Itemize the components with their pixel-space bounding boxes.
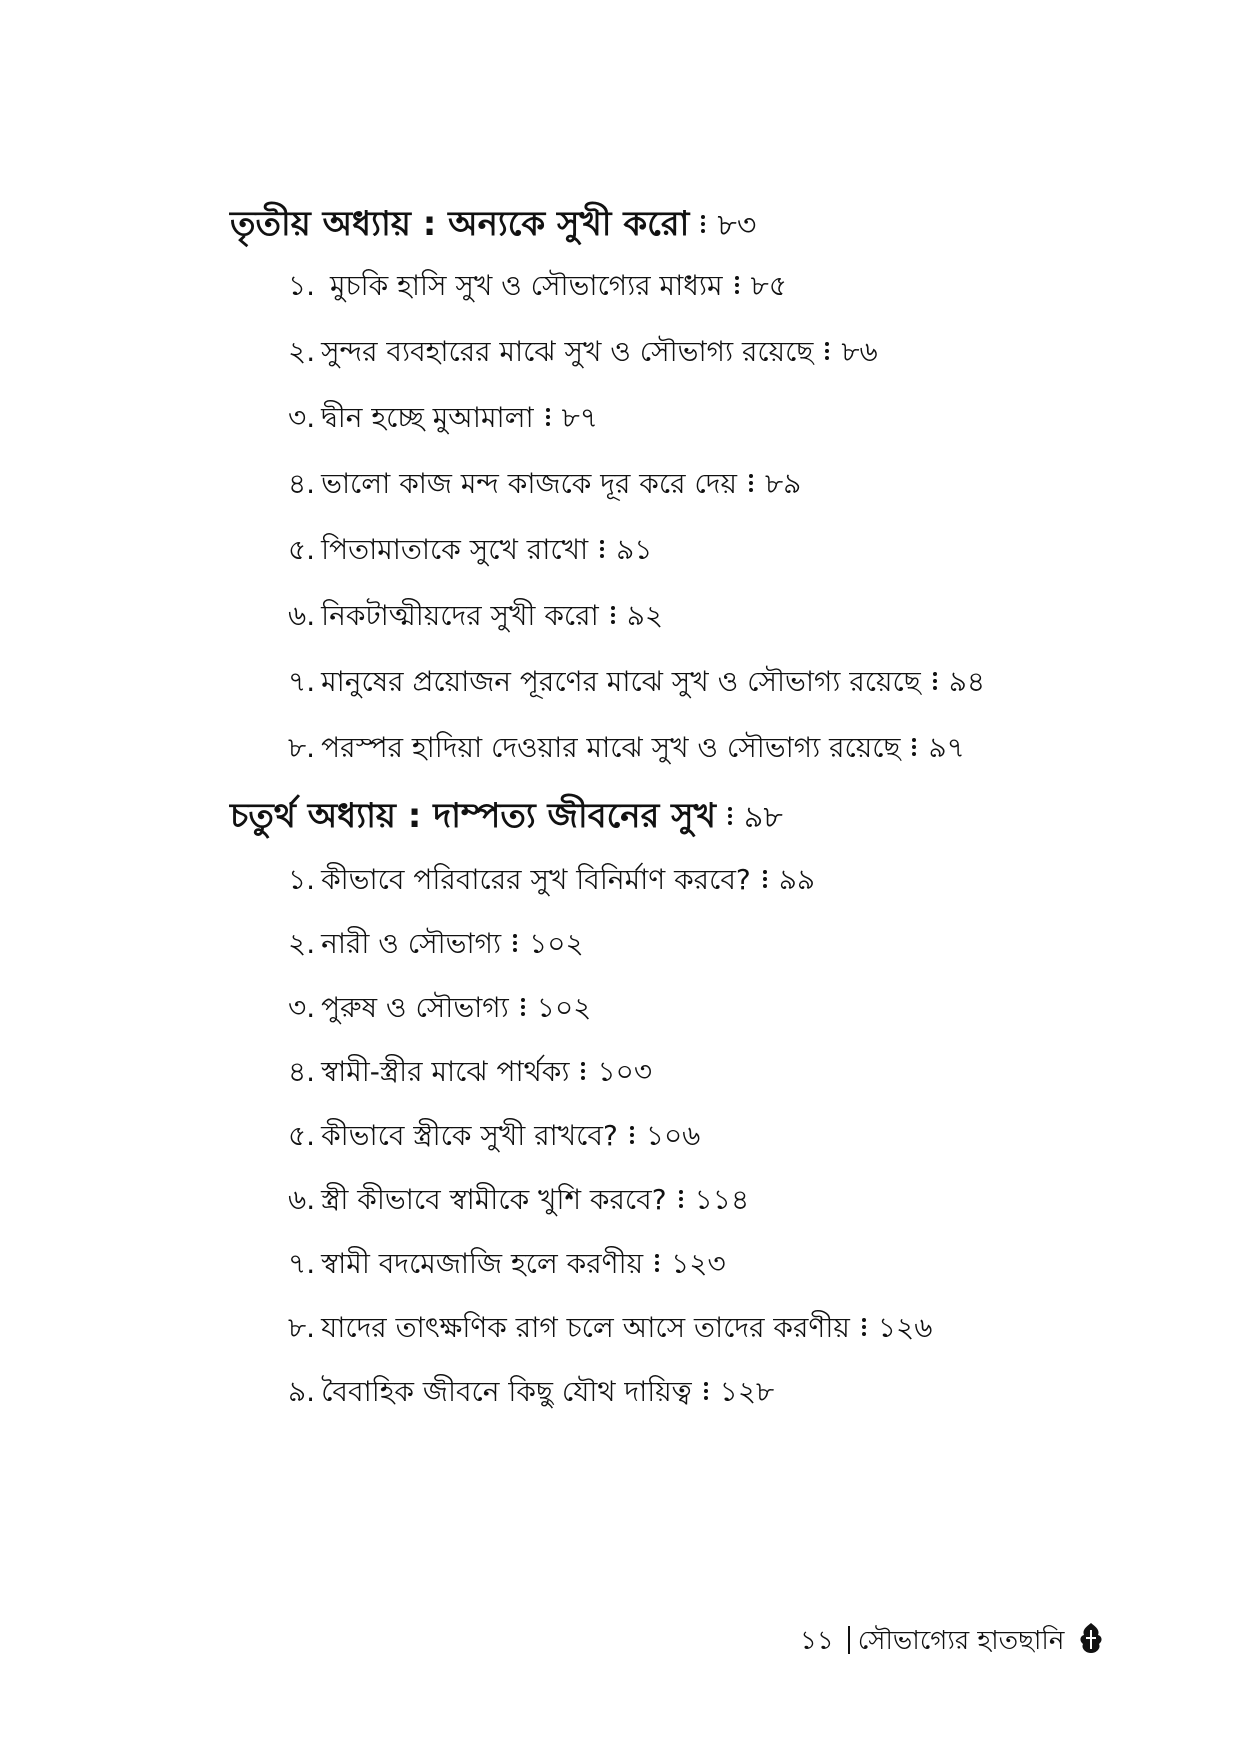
dotted-separator-icon [763,867,769,891]
entry-number: ৬. [288,599,316,632]
dotted-separator-icon [749,471,755,495]
dotted-separator-icon [546,405,552,429]
toc-entry[interactable] [288,662,985,702]
page-footer [800,1618,1140,1664]
entry-number: ৩. [288,991,316,1024]
entry-page-number: ১১৪ [694,1183,750,1216]
footer-page-number: ১১ [800,1626,834,1656]
entry-page-number: ১০৬ [645,1119,701,1152]
entry-page-number: ১২৬ [877,1311,933,1344]
entry-number: ৫. [288,1119,316,1152]
entry-page-number: ৯৪ [948,665,986,698]
entry-page-number: ৮৫ [750,269,787,302]
entry-title: বৈবাহিক জীবনে কিছু যৌথ দায়িত্ব [321,1375,692,1408]
dotted-separator-icon [611,603,617,627]
entry-title: কীভাবে স্ত্রীকে সুখী রাখবে? [321,1119,618,1152]
toc-entry[interactable] [288,530,652,570]
entry-number: ৪. [288,1055,316,1088]
entry-page-number: ৮৬ [841,335,878,368]
entry-title: স্বামী বদমেজাজি হলে করণীয় [321,1247,644,1280]
entry-title: পুরুষ ও সৌভাগ্য [321,991,509,1024]
ornament-icon [1078,1621,1104,1655]
chapter-heading[interactable] [230,202,756,248]
entry-title: মুচকি হাসি সুখ ও সৌভাগ্যের মাধ্যম [321,269,723,302]
entry-title: মানুষের প্রয়োজন পূরণের মাঝে সুখ ও সৌভাগ্য রয়েছে [321,665,921,698]
entry-title: স্বামী-স্ত্রীর মাঝে পার্থক্য [321,1055,570,1088]
toc-entry[interactable] [288,398,598,438]
entry-page-number: ৮৯ [765,467,802,500]
entry-page-number: ৯১ [616,533,653,566]
entry-title: নিকটাত্মীয়দের সুখী করো [321,599,599,632]
entry-number: ৩. [288,401,316,434]
toc-entry[interactable] [288,924,584,964]
dotted-separator-icon [728,804,734,828]
toc-entry[interactable] [288,860,815,900]
dotted-separator-icon [679,1187,685,1211]
dotted-separator-icon [600,537,606,561]
chapter-heading[interactable] [230,794,783,840]
entry-title: পরস্পর হাদিয়া দেওয়ার মাঝে সুখ ও সৌভাগ্য রয়েছে [321,731,901,764]
entry-number: ২. [288,927,316,960]
toc-entry[interactable] [288,988,591,1028]
dotted-separator-icon [655,1251,661,1275]
toc-entry[interactable] [288,332,878,372]
entry-number: ৭. [288,665,316,698]
dotted-separator-icon [521,995,527,1019]
footer-book-title: সৌভাগ্যের হাতছানি [857,1626,1065,1656]
entry-page-number: ১২৩ [671,1247,726,1280]
entry-number: ৪. [288,467,316,500]
toc-entry[interactable] [288,1372,774,1412]
chapter-page-number: ৮৩ [717,208,757,243]
dotted-separator-icon [704,1379,710,1403]
entry-number: ৯. [288,1375,316,1408]
entry-number: ১. [288,863,316,896]
toc-entry[interactable] [288,728,965,768]
entry-title: নারী ও সৌভাগ্য [321,927,502,960]
dotted-separator-icon [630,1123,636,1147]
entry-page-number: ১০২ [536,991,592,1024]
dotted-separator-icon [735,273,741,297]
entry-page-number: ৯২ [626,599,664,632]
toc-entry[interactable] [288,1180,749,1220]
toc-entry[interactable] [288,596,663,636]
toc-entry[interactable] [288,1308,932,1348]
dotted-separator-icon [581,1059,587,1083]
entry-page-number: ৯৭ [928,731,965,764]
entry-page-number: ১০২ [529,927,584,960]
entry-title: কীভাবে পরিবারের সুখ বিনির্মাণ করবে? [321,863,751,896]
dotted-separator-icon [825,339,831,363]
chapter-title: চতুর্থ অধ্যায় : দাম্পত্য জীবনের সুখ [230,796,716,836]
entry-number: ১. [288,269,316,302]
entry-number: ৫. [288,533,316,566]
entry-number: ৭. [288,1247,316,1280]
entry-number: ৮. [288,1311,316,1344]
entry-title: সুন্দর ব্যবহারের মাঝে সুখ ও সৌভাগ্য রয়েছে [321,335,814,368]
toc-entry[interactable] [288,464,801,504]
dotted-separator-icon [701,212,707,236]
entry-number: ২. [288,335,316,368]
entry-page-number: ১০৩ [597,1055,653,1088]
entry-title: দ্বীন হচ্ছে মুআমালা [321,401,534,434]
toc-entry[interactable] [288,1244,726,1284]
dotted-separator-icon [912,735,918,759]
chapter-page-number: ৯৮ [743,800,783,835]
entry-title: ভালো কাজ মন্দ কাজকে দূর করে দেয় [321,467,737,500]
toc-entry[interactable] [288,1052,652,1092]
entry-number: ৮. [288,731,316,764]
toc-entry[interactable] [288,1116,700,1156]
dotted-separator-icon [933,669,939,693]
entry-page-number: ৯৯ [778,863,816,896]
entry-title: যাদের তাৎক্ষণিক রাগ চলে আসে তাদের করণীয় [321,1311,850,1344]
entry-number: ৬. [288,1183,316,1216]
entry-page-number: ১২৮ [719,1375,775,1408]
dotted-separator-icon [862,1315,868,1339]
chapter-title: তৃতীয় অধ্যায় : অন্যকে সুখী করো [230,204,690,244]
entry-title: স্ত্রী কীভাবে স্বামীকে খুশি করবে? [321,1183,667,1216]
entry-title: পিতামাতাকে সুখে রাখো [321,533,589,566]
dotted-separator-icon [513,931,519,955]
footer-divider [848,1626,850,1654]
toc-entry[interactable] [288,266,787,306]
entry-page-number: ৮৭ [561,401,598,434]
